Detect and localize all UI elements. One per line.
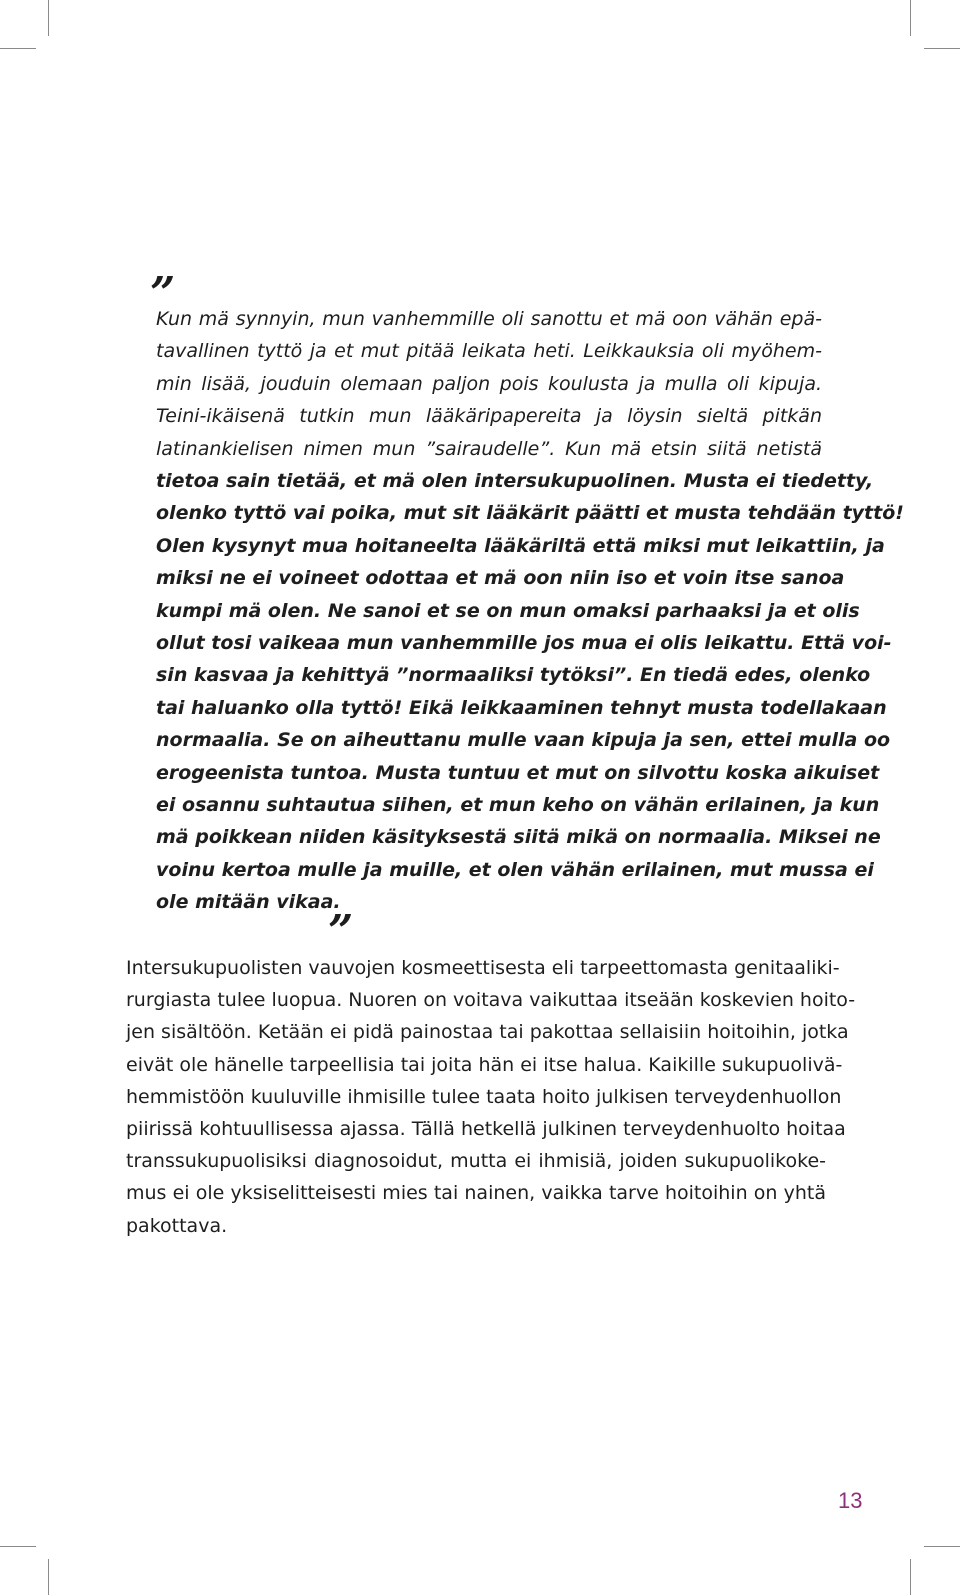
body-line: mus ei ole yksiselitteisesti mies tai nainen, vaikka tarve hoitoihin on yhtä bbox=[126, 1182, 826, 1205]
body-line: eivät ole hänelle tarpeellisia tai joita hän ei itse halua. Kaikille sukupuolivä- bbox=[126, 1053, 843, 1076]
closing-quote-mark: ” bbox=[328, 906, 354, 957]
quote-line: kumpi mä olen. Ne sanoi et se on mun omaksi parhaaksi ja et olis bbox=[156, 599, 860, 622]
body-line: hemmistöön kuuluville ihmisille tulee taata hoito julkisen terveydenhuollon bbox=[126, 1085, 842, 1108]
page-number: 13 bbox=[838, 1488, 863, 1513]
body-line: piirissä kohtuullisessa ajassa. Tällä hetkellä julkinen terveydenhuolto hoitaa bbox=[126, 1118, 846, 1140]
crop-mark-top-left-h bbox=[0, 48, 36, 49]
quote-line: ei osannu suhtautua siihen, et mun keho on vähän erilainen, ja kun bbox=[156, 794, 880, 816]
quote-line: miksi ne ei voineet odottaa et mä oon niin iso et voin itse sanoa bbox=[156, 567, 845, 590]
quote-line: tavallinen tyttö ja et mut pitää leikata heti. Leikkauksia oli myöhem- bbox=[156, 340, 822, 363]
quote-line: olenko tyttö vai poika, mut sit lääkärit päätti et musta tehdään tyttö! bbox=[156, 502, 904, 525]
body-line: transsukupuolisiksi diagnosoidut, mutta ei ihmisiä, joiden sukupuolikoke- bbox=[126, 1150, 826, 1173]
crop-mark-top-right-h bbox=[924, 48, 960, 49]
body-line: jen sisältöön. Ketään ei pidä painostaa tai pakottaa sellaisiin hoitoihin, jotka bbox=[126, 1021, 849, 1044]
quote-line: erogeenista tuntoa. Musta tuntuu et mut on silvottu koska aikuiset bbox=[156, 761, 880, 784]
quote-line: Olen kysynyt mua hoitaneelta lääkäriltä että miksi mut leikattiin, ja bbox=[156, 534, 885, 557]
crop-mark-bottom-right-h bbox=[924, 1546, 960, 1547]
crop-mark-bottom-right bbox=[910, 1559, 911, 1595]
body-line: pakottava. bbox=[126, 1214, 228, 1237]
quote-line: Kun mä synnyin, mun vanhemmille oli sanottu et mä oon vähän epä- bbox=[156, 308, 822, 330]
quote-line: voinu kertoa mulle ja muille, et olen vähän erilainen, mut mussa ei bbox=[156, 858, 874, 881]
quote-line: normaalia. Se on aiheuttanu mulle vaan kipuja ja sen, ettei mulla oo bbox=[156, 729, 891, 752]
quote-line: ole mitään vikaa. bbox=[156, 891, 341, 914]
crop-mark-top-right bbox=[910, 0, 911, 36]
crop-mark-top-left bbox=[48, 0, 49, 36]
quote-line: mä poikkean niiden käsityksestä siitä mikä on normaalia. Miksei ne bbox=[156, 826, 881, 849]
quote-line: tietoa sain tietää, et mä olen intersukupuolinen. Musta ei tiedetty, bbox=[156, 470, 874, 492]
opening-quote-mark: ” bbox=[150, 268, 176, 319]
crop-mark-bottom-left-h bbox=[0, 1546, 36, 1547]
quote-line: min lisää, jouduin olemaan paljon pois koulusta ja mulla oli kipuja. bbox=[156, 372, 822, 395]
crop-mark-bottom-left bbox=[48, 1559, 49, 1595]
quote-line: ollut tosi vaikeaa mun vanhemmille jos mua ei olis leikattu. Että voi- bbox=[156, 632, 892, 654]
quote-line: sin kasvaa ja kehittyä ”normaaliksi tytöksi”. En tiedä edes, olenko bbox=[156, 664, 871, 687]
quote-line: tai haluanko olla tyttö! Eikä leikkaaminen tehnyt musta todellakaan bbox=[156, 696, 887, 719]
quote-line: Teini-ikäisenä tutkin mun lääkäripapereita ja löysin sieltä pitkän bbox=[156, 405, 822, 428]
body-line: Intersukupuolisten vauvojen kosmeettisesta eli tarpeettomasta genitaaliki- bbox=[126, 957, 840, 979]
quote-line: latinankielisen nimen mun ”sairaudelle”. Kun mä etsin siitä netistä bbox=[156, 437, 822, 460]
body-line: rurgiasta tulee luopua. Nuoren on voitava vaikuttaa itseään koskevien hoito- bbox=[126, 989, 856, 1012]
